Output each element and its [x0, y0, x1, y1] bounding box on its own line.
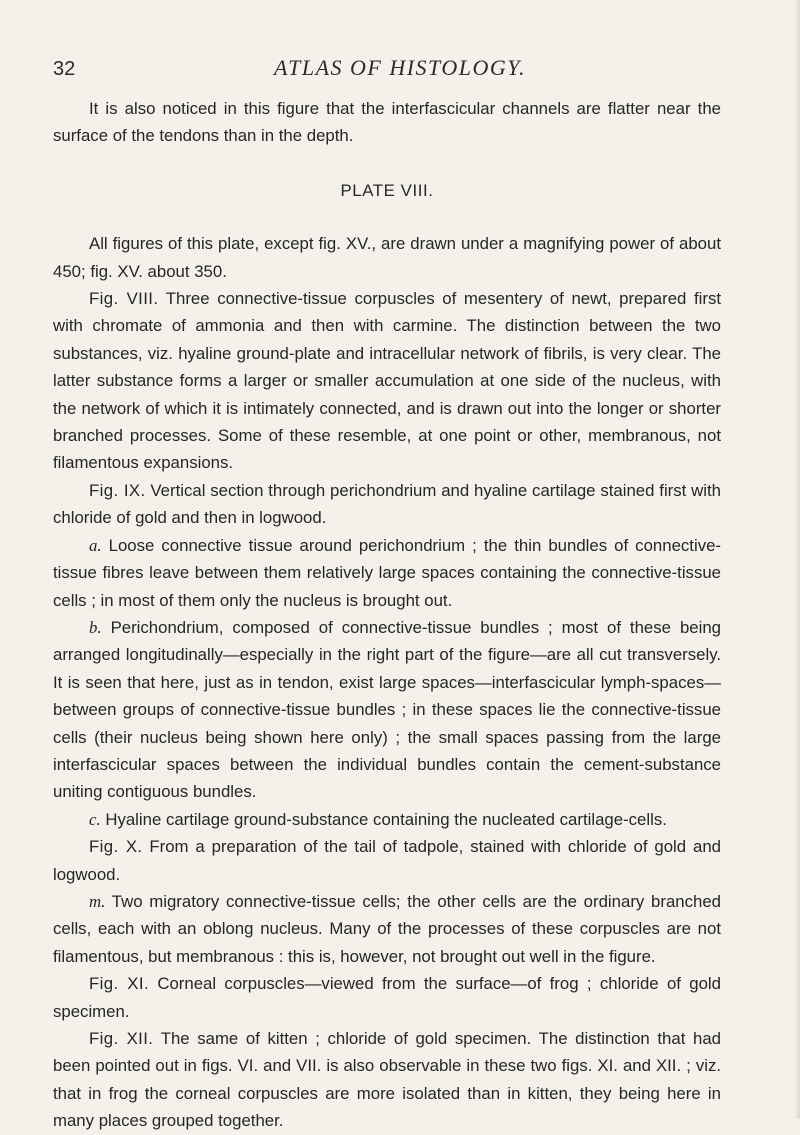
body-text: [53, 95, 721, 1135]
page-number: 32: [53, 58, 76, 80]
fig-10-label: Fig. X.: [89, 837, 143, 857]
fig-9-item-b-text: Perichondrium, composed of connective-tissue bundles ; most of these being arranged longitudinally—especially in the right part of the figure—are all cut transversely. It is seen that here, just as in tendon, exist large spaces—interfascicular lymph-spaces—between groups of connective-tissue bundles ; in these spaces lie the connective-tissue cells (their nucleus being shown here only) ; the small spaces passing from the large interfascicular spaces between the individual bundles contain the cement-substance uniting contiguous bundles.: [53, 617, 722, 802]
fig-8-label: Fig. VIII.: [89, 289, 159, 309]
magnification-paragraph: All figures of this plate, except fig. XV., are drawn under a magnifying power of about 450; fig. XV. about 350.: [53, 234, 721, 281]
fig-10-item-m-letter: m.: [89, 891, 106, 911]
fig-11-paragraph: [53, 970, 721, 1025]
fig-12-paragraph: [53, 1025, 721, 1135]
fig-8-paragraph: [53, 285, 721, 477]
fig-10-paragraph: [53, 833, 721, 888]
fig-12-label: Fig. XII.: [89, 1029, 154, 1048]
running-title: ATLAS OF HISTOLOGY.: [273, 55, 527, 80]
fig-9-item-c-letter: c.: [89, 809, 101, 829]
fig-9-item-c: [53, 806, 721, 833]
fig-10-text: From a preparation of the tail of tadpole, stained with chloride of gold and logwood.: [53, 837, 721, 884]
fig-9-text: Vertical section through perichondrium and hyaline cartilage stained first with chloride of gold and then in logwood.: [53, 480, 721, 528]
fig-8-text: Three connective-tissue corpuscles of mesentery of newt, prepared first with chromate of ammonia and then with carmine. The distinction between the two substances, viz. hyaline ground-plate and intracellular network of fibrils, is very clear. The latter substance forms a larger or smaller accumulation at one side of the nucleus, with the network of which it is intimately connected, and is drawn out into the longer or shorter branched processes. Some of these resemble, at one point or other, membranous, not filamentous expansions.: [53, 289, 721, 473]
fig-9-label: Fig. IX.: [89, 480, 146, 500]
fig-11-label: Fig. XI.: [89, 974, 150, 994]
plate-heading: PLATE VIII.: [340, 180, 434, 200]
fig-9-item-c-text: Hyaline cartilage ground-substance containing the nucleated cartilage-cells.: [105, 809, 667, 829]
intro-paragraph: It is also noticed in this figure that the interfascicular channels are flatter near the surface of the tendons than in the depth.: [53, 99, 721, 146]
fig-9-paragraph: [53, 477, 721, 532]
fig-10-item-m-text: Two migratory connective-tissue cells; the other cells are the ordinary branched cells, each with an oblong nucleus. Many of the processes of these corpuscles are not filamentous, but membranous : this is, however, not brought out well in the figure.: [53, 891, 722, 966]
fig-11-text: Corneal corpuscles—viewed from the surface—of frog ; chloride of gold specimen.: [53, 974, 721, 1021]
fig-9-item-b: [53, 614, 721, 806]
fig-12-text: The same of kitten ; chloride of gold specimen. The distinction that had been pointed out in figs. VI. and VII. is also observable in these two figs. XI. and XII. ; viz. that in frog the corneal corpuscles are more isolated than in kitten, they being here in many places grouped together.: [53, 1029, 721, 1131]
fig-10-item-m: [53, 888, 721, 970]
fig-9-item-b-letter: b.: [89, 617, 102, 637]
fig-9-item-a-text: Loose connective tissue around perichondrium ; the thin bundles of connective-tissue fibres leave between them relatively large spaces containing the connective-tissue cells ; in most of them only the nucleus is brought out.: [53, 535, 722, 610]
fig-9-item-a-letter: a.: [89, 535, 102, 555]
fig-9-item-a: [53, 532, 721, 614]
